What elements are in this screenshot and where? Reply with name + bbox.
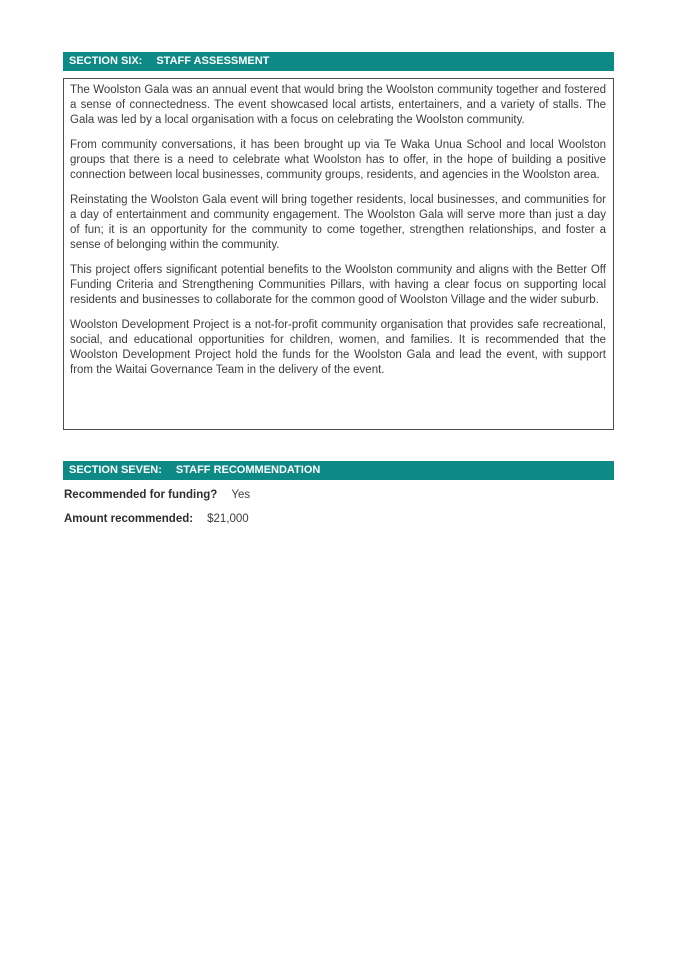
section-seven-title: STAFF RECOMMENDATION	[175, 464, 321, 476]
staff-assessment-box	[63, 78, 614, 430]
assessment-paragraph: Woolston Development Project is a not-for-profit community organisation that provides safe recreational, social, and educational opportunities for children, women, and families. It is recommended that the Woolston Development Project hold the funds for the Woolston Gala and lead the event, with support from the Waitai Governance Team in the delivery of the event.	[70, 319, 606, 376]
field-row-amount-recommended	[64, 512, 615, 526]
section-six-label: SECTION SIX:	[69, 55, 143, 67]
section-six-title: STAFF ASSESSMENT	[156, 55, 270, 67]
assessment-paragraph: This project offers significant potential benefits to the Woolston community and aligns with the Better Off Funding Criteria and Strengthening Communities Pillars, with having a clear focus on supporting local residents and businesses to collaborate for the common good of Woolston Village and the wider suburb.	[70, 264, 606, 306]
recommendation-fields	[64, 488, 615, 536]
section-seven-label: SECTION SEVEN:	[69, 464, 162, 476]
field-row-recommended-for-funding	[64, 488, 615, 502]
assessment-paragraph: The Woolston Gala was an annual event that would bring the Woolston community together and fostered a sense of connectedness. The event showcased local artists, entertainers, and a variety of stalls. The Gala was led by a local organisation with a focus on celebrating the Woolston community.	[70, 84, 606, 126]
assessment-paragraph: From community conversations, it has been brought up via Te Waka Unua School and local Woolston groups that there is a need to celebrate what Woolston has to offer, in the hope of building a positive connection between local businesses, community groups, residents, and agencies in the Woolston area.	[70, 139, 606, 181]
amount-recommended-value: $21,000	[207, 513, 249, 525]
section-six-header	[63, 52, 614, 71]
recommended-for-funding-value: Yes	[231, 489, 251, 501]
assessment-paragraph: Reinstating the Woolston Gala event will bring together residents, local businesses, and communities for a day of entertainment and community engagement. The Woolston Gala will serve more than just a day of fun; it is an opportunity for the community to come together, strengthen relationships, and foster a sense of belonging within the community.	[70, 194, 606, 251]
recommended-for-funding-label: Recommended for funding?	[64, 489, 218, 501]
amount-recommended-label: Amount recommended:	[64, 513, 194, 525]
section-seven-header	[63, 461, 614, 480]
